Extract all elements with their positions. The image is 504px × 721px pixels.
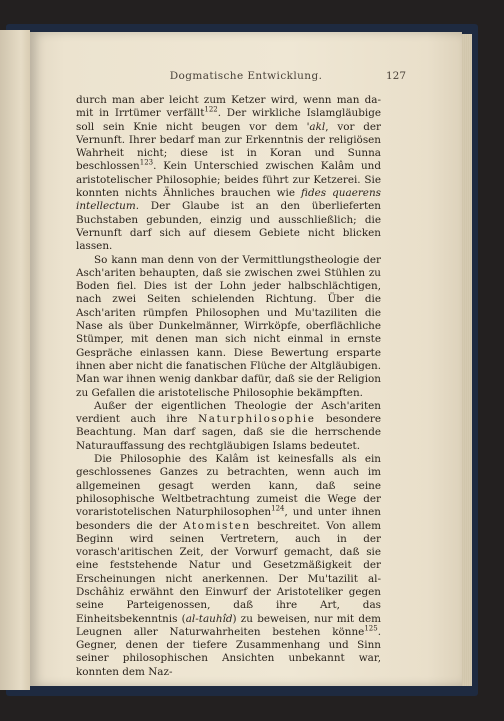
text-run: . Gegner, denen der tiefere Zusammenhang und Sinn seiner philosophischen Ansichten unbekannt war, konnten dem Naz-	[76, 625, 381, 678]
footnote-marker: 123	[139, 159, 154, 168]
text-run: Die Philosophie des Kalâm ist keinesfalls als ein geschlossenes Ganzes zu betrachten, wenn auch im allgemeinen gesagt werden kann, daß seine philosophische Weltbetrachtung zumeist die Wege der vorаristotelischen Naturphilosophen	[76, 453, 381, 519]
italic-term: 'akl	[306, 120, 326, 133]
text-run: . Kein Unterschied zwischen Kalâm und aristotelischer Philosophie; beides führt zur Ketzerei. Sie konnten nichts Ähnliches brauchen wie	[76, 160, 381, 200]
text-run: durch man aber leicht zum Ketzer wird, wenn man da-mit in Irrtümer verfällt	[76, 94, 381, 120]
italic-term: al-tauhîd	[185, 612, 233, 625]
body-text	[76, 94, 381, 679]
paragraph	[76, 254, 381, 400]
text-run: . Der Glaube ist an den überlieferten Buchstaben gebunden, einzig und ausschließlich; die Vernunft darf sich auf diesem Gebiete nicht blicken lassen.	[76, 200, 381, 253]
italic-term: fides quaerens intellectum	[76, 187, 381, 213]
text-run: beschreitet. Von allem Beginn wird seinen Vertretern, auch in der vorasch'aritischen Zeit, der Vorwurf gemacht, daß sie eine feststehende Natur und Gesetzmäßigkeit der Erscheinungen nicht anerkennen. Der Mu'tazilit al-Dschâhiz erwähnt den Einwurf der Aristoteliker gegen seine Parteigenossen, daß ihre Art, das Einheitsbekenntnis (	[76, 519, 381, 625]
footnote-marker: 125	[364, 624, 378, 633]
paragraph	[76, 453, 381, 679]
running-head	[30, 70, 462, 84]
emphasized-term: Naturphilosophie	[198, 413, 316, 426]
running-title: Dogmatische Entwicklung.	[169, 70, 323, 82]
text-run: , vor der Vernunft. Ihrer bedarf man zur Erkenntnis der religiösen Wahrheit nicht; diese ist in Koran und Sunna beschlossen	[76, 120, 381, 173]
emphasized-term: Atomisten	[183, 519, 251, 532]
footnote-marker: 124	[271, 504, 285, 513]
text-run: Außer der eigentlichen Theologie der Asch'ariten verdient auch ihre	[76, 399, 381, 426]
page-stack-edge	[462, 34, 472, 686]
text-run: , und unter ihnen besonders die der	[76, 506, 381, 532]
paragraph	[76, 400, 381, 453]
page-number: 127	[385, 70, 406, 82]
text-run: So kann man denn von der Vermittlungstheologie der Asch'ariten behaupten, daß sie zwischen zwei Stühlen zu Boden fiel. Dies ist der Lohn jeder halbschlächtigen, nach zwei Seiten schielenden Richtung. Über die Asch'ariten rümpfen Philosophen und Mu'taziliten die Nase als über Dunkelmänner, Wirrköpfe, oberflächliche Stümper, mit denen man sich nicht einmal in ernste Gespräche einlassen kann. Diese Bewertung ersparte ihnen aber nicht die fanatischen Flüche der Altgläubigen. Man war ihnen wenig dankbar dafür, daß sie der Religion zu Gefallen die aristotelische Philosophie bekämpften.	[76, 253, 381, 399]
paragraph	[76, 94, 381, 254]
text-run: . Der wirkliche Islamgläubige soll sein Knie nicht beugen vor dem	[76, 107, 382, 133]
text-run: ) zu beweisen, nur mit dem Leugnen aller Naturwahrheiten bestehen könne	[76, 612, 381, 638]
left-page-edge	[0, 30, 30, 690]
footnote-marker: 122	[204, 105, 218, 114]
text-run: besondere Beachtung. Man darf sagen, daß sie die herrschende Naturauffassung des rechtgläubigen Islams bedeutet.	[76, 413, 381, 452]
